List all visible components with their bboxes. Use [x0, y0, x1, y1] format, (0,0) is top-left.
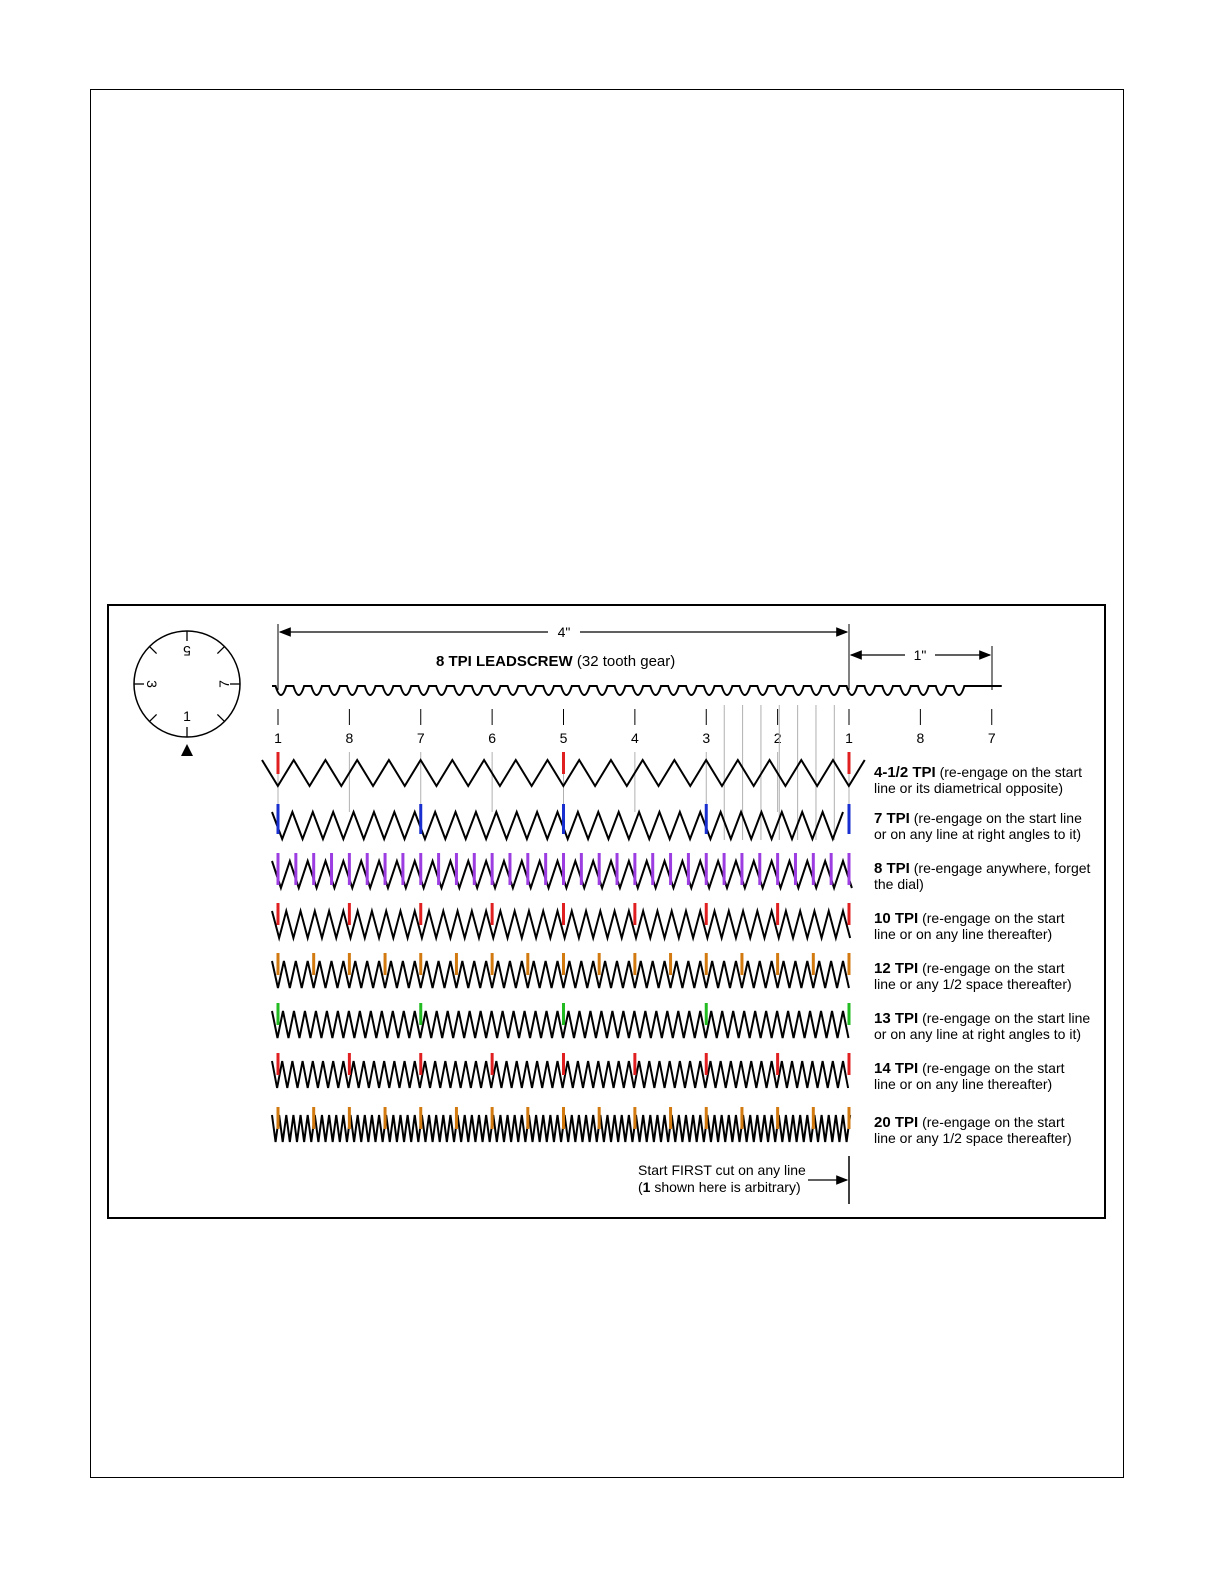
thread-label: 14 TPI (re-engage on the start	[874, 1060, 1065, 1077]
thread-rows	[262, 752, 1091, 1146]
thread-profile	[272, 911, 850, 938]
dimension-4in	[278, 624, 849, 640]
threading-dial	[134, 631, 240, 756]
dial-position-label: 3	[702, 730, 711, 746]
thread-row-12-tpi	[272, 953, 1072, 992]
thread-note: line or on any line thereafter)	[874, 926, 1053, 942]
dial-position-label: 6	[488, 730, 497, 746]
thread-row-14-tpi	[272, 1053, 1065, 1092]
thread-label: 13 TPI (re-engage on the start line	[874, 1010, 1091, 1027]
dial-tick	[150, 714, 157, 721]
thread-label: 20 TPI (re-engage on the start	[874, 1114, 1065, 1131]
dial-number-7: 7	[216, 680, 232, 688]
dial-position-label: 1	[845, 730, 853, 746]
dial-number-1: 1	[183, 708, 191, 724]
thread-profile	[272, 1061, 848, 1088]
thread-note: or on any line at right angles to it)	[874, 826, 1082, 842]
thread-profile	[272, 1011, 848, 1038]
thread-row-4-1-2-tpi	[262, 752, 1082, 796]
thread-note: the dial)	[874, 876, 924, 892]
thread-row-20-tpi	[272, 1107, 1072, 1146]
thread-label: 7 TPI (re-engage on the start line	[874, 810, 1082, 827]
dial-position-label: 8	[916, 730, 925, 746]
thread-note: line or any 1/2 space thereafter)	[874, 1130, 1072, 1146]
dial-number-3: 3	[144, 680, 160, 688]
thread-profile	[272, 1115, 850, 1142]
dial-tick	[217, 714, 224, 721]
leadscrew-title-rest: (32 tooth gear)	[576, 653, 676, 670]
dial-position-label: 5	[559, 730, 568, 746]
thread-row-10-tpi	[272, 903, 1065, 942]
thread-note: line or on any line thereafter)	[874, 1076, 1053, 1092]
thread-note: line or its diametrical opposite)	[874, 780, 1064, 796]
thread-profile	[272, 861, 852, 888]
thread-label: 4-1/2 TPI (re-engage on the start	[874, 764, 1083, 781]
dial-position-label: 2	[773, 730, 782, 746]
thread-row-8-tpi	[272, 853, 1091, 892]
thread-label: 12 TPI (re-engage on the start	[874, 960, 1065, 977]
thread-row-13-tpi	[272, 1003, 1090, 1042]
thread-row-7-tpi	[272, 804, 1082, 842]
thread-profile	[272, 961, 849, 988]
dial-tick	[217, 647, 224, 654]
thread-note: line or any 1/2 space thereafter)	[874, 976, 1072, 992]
leadscrew-title	[436, 653, 675, 670]
dial-pointer-icon	[181, 744, 193, 756]
leadscrew-ticks	[278, 709, 992, 725]
span-1in-label: 1"	[913, 647, 927, 663]
start-cut-note	[638, 1156, 849, 1204]
dial-number-5: 5	[183, 643, 191, 659]
dial-position-label: 8	[345, 730, 354, 746]
dial-position-label: 1	[274, 730, 282, 746]
start-cut-line2: (1 shown here is arbitrary)	[638, 1179, 801, 1195]
dial-position-labels	[274, 730, 996, 746]
thread-note: or on any line at right angles to it)	[874, 1026, 1082, 1042]
thread-label: 8 TPI (re-engage anywhere, forget	[874, 860, 1091, 877]
dial-position-label: 7	[416, 730, 425, 746]
span-4in-label: 4"	[557, 624, 571, 640]
dial-position-label: 7	[987, 730, 996, 746]
leadscrew-thread	[272, 686, 1002, 695]
leadscrew-title-bold: 8 TPI LEADSCREW	[436, 653, 573, 670]
thread-label: 10 TPI (re-engage on the start	[874, 910, 1065, 927]
start-cut-line1: Start FIRST cut on any line	[638, 1162, 806, 1178]
dial-tick	[150, 647, 157, 654]
dial-position-label: 4	[630, 730, 639, 746]
thread-profile	[272, 812, 843, 839]
dimension-1in	[851, 646, 992, 663]
